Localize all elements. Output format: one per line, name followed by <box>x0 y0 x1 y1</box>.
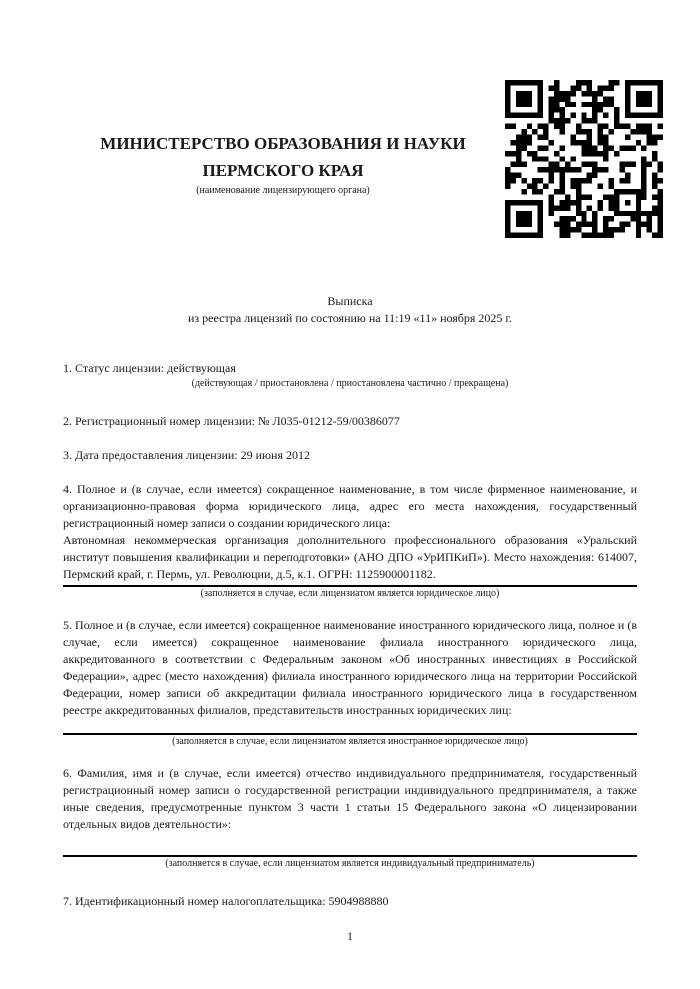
individual-entrepreneur-caption: (заполняется в случае, если лицензиатом является индивидуальный предприниматель) <box>165 858 535 869</box>
item-license-date <box>63 447 637 464</box>
foreign-entity-value <box>63 719 637 731</box>
qr-code <box>505 80 663 238</box>
item-legal-entity <box>63 481 637 600</box>
individual-entrepreneur-value <box>63 841 637 853</box>
legal-entity-label: 4. Полное и (в случае, если имеется) сокращенное наименование, в том числе фирменное наименование, и организационно-правовая форма юридического лица, адрес его места нахождения, государственный регистрационный номер записи о создании юридического лица: <box>63 482 637 530</box>
ministry-caption: (наименование лицензирующего органа) <box>196 185 370 196</box>
registration-number-text: 2. Регистрационный номер лицензии: № Л035-01212-59/00386077 <box>63 414 400 428</box>
license-status-caption: (действующая / приостановлена / приостановлена частично / прекращена) <box>191 378 509 389</box>
ministry-name-line2: ПЕРМСКОГО КРАЯ <box>202 161 364 180</box>
page-number: 1 <box>347 929 353 943</box>
document-title-line1: Выписка <box>327 294 373 308</box>
licensing-authority-header <box>63 0 503 197</box>
legal-entity-value: Автономная некоммерческая организация дополнительного профессионального образования «Уральский институт повышения квалификации и переподготовки» (АНО ДПО «УрИПКиП»). Место нахождения: 614007, Пермский край, г. Пермь, ул. Революции, д.5, к.1. ОГРН: 1125900001182. <box>63 533 637 581</box>
taxpayer-number-text: 7. Идентификационный номер налогоплательщика: 5904988880 <box>63 894 389 908</box>
individual-entrepreneur-label: 6. Фамилия, имя и (в случае, если имеется) отчество индивидуального предпринимателя, государственный регистрационный номер записи о государственной регистрации индивидуального предпринимателя, а также иные сведения, предусмотренные пунктом 3 части 1 статьи 15 Федерального закона «О лицензировании отдельных видов деятельности»: <box>63 766 637 831</box>
license-date-text: 3. Дата предоставления лицензии: 29 июня 2012 <box>63 448 310 462</box>
item-registration-number <box>63 413 637 430</box>
document-title-line2: из реестра лицензий по состоянию на 11:19 «11» ноября 2025 г. <box>188 311 512 325</box>
item-license-status <box>63 360 637 390</box>
ministry-name-line1: МИНИСТЕРСТВО ОБРАЗОВАНИЯ И НАУКИ <box>100 134 466 153</box>
foreign-entity-caption: (заполняется в случае, если лицензиатом является иностранное юридическое лицо) <box>172 736 528 747</box>
item-individual-entrepreneur <box>63 765 637 870</box>
item-foreign-entity <box>63 617 637 748</box>
item-taxpayer-number <box>63 893 637 910</box>
license-status-text: 1. Статус лицензии: действующая <box>63 361 236 375</box>
legal-entity-caption: (заполняется в случае, если лицензиатом является юридическое лицо) <box>200 588 500 599</box>
foreign-entity-label: 5. Полное и (в случае, если имеется) сокращенное наименование иностранного юридического лица, полное и (в случае, если имеется) сокращенное наименование филиала иностранного юридического лица, аккредитованного в соответствии с Федеральным законом «Об иностранных инвестициях в Российской Федерации», адрес (место нахождения) филиала иностранного юридического лица на территории Российской Федерации, номер записи об аккредитации филиала иностранного юридического лица в государственном реестре аккредитованных филиалов, представительств иностранных юридических лиц: <box>63 618 637 717</box>
document-title <box>63 293 637 327</box>
